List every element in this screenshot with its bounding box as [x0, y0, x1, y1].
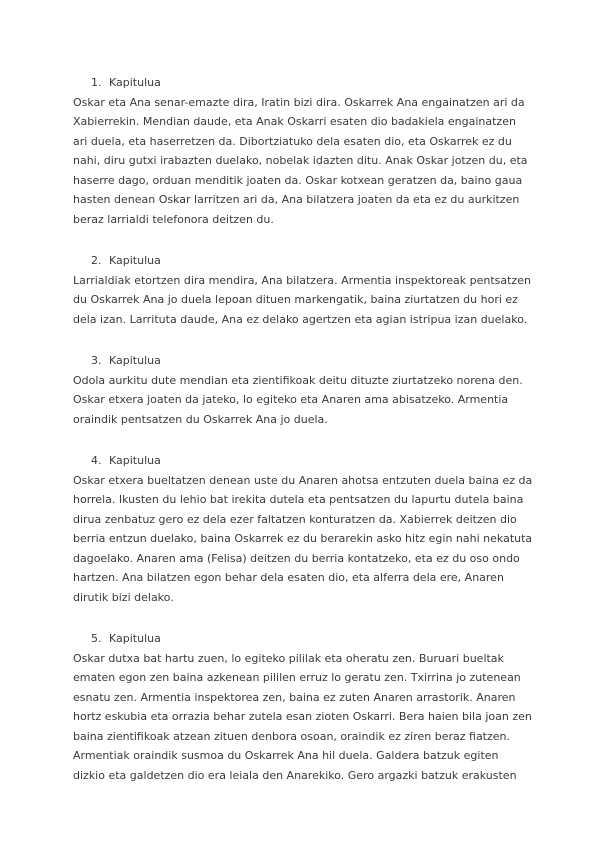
- chapter-heading: [73, 73, 533, 93]
- chapter-title: Kapitulua: [109, 254, 161, 267]
- chapter-number: 3.: [91, 354, 102, 367]
- chapter-text: Larrialdiak etortzen dira mendira, Ana bilatzera. Armentia inspektoreak pentsatzen du Oskarrek Ana jo duela lepoan dituen markengatik, baina ziurtatzen du hori ez dela izan. Larrituta daude, Ana ez delako agertzen eta agian istripua izan duelako.: [73, 273, 531, 326]
- chapter-text: Odola aurkitu dute mendian eta zientifikoak deitu dituzte ziurtatzeko norena den. Oskar etxera joaten da jateko, lo egiteko eta Anaren ama abisatzeko. Armentia oraindik pentsatzen du Oskarrek Ana jo duela.: [73, 373, 523, 426]
- chapter-heading: [73, 629, 533, 649]
- chapter-heading: [73, 251, 533, 271]
- chapter-number: 2.: [91, 254, 102, 267]
- chapter-number: 4.: [91, 454, 102, 467]
- chapter-title: Kapitulua: [109, 632, 161, 645]
- chapter-title: Kapitulua: [109, 76, 161, 89]
- chapter-3: [73, 351, 533, 429]
- chapter-5: [73, 629, 533, 785]
- chapter-text: Oskar dutxa bat hartu zuen, lo egiteko pililak eta oheratu zen. Buruari bueltak ematen egon zen baina azkenean pililen erruz lo geratu zen. Txirrina jo zutenean esnatu zen. Armentia inspektorea zen, baina ez zuten Anaren arrastorik. Anaren hortz eskubia eta orrazia behar zutela esan zioten Oskarri. Bera haien bila joan zen baina zientifikoak atzean zituen denbora osoan, oraindik ez ziren beraz fiatzen. Armentiak oraindik susmoa du Oskarrek Ana hil duela. Galdera batzuk egiten dizkio eta galdetzen dio era leiala den Anarekiko. Gero argazki batzuk erakusten: [73, 651, 532, 782]
- chapter-4: [73, 451, 533, 607]
- chapter-number: 1.: [91, 76, 102, 89]
- chapter-number: 5.: [91, 632, 102, 645]
- document-page: [73, 73, 533, 807]
- chapter-text: Oskar eta Ana senar-emazte dira, Iratin bizi dira. Oskarrek Ana engainatzen ari da Xabierrekin. Mendian daude, eta Anak Oskarri esaten dio badakiela engainatzen ari duela, eta haserretzen da. Dibortziatuko dela esaten dio, eta Oskarrek ez du nahi, diru gutxi irabazten duelako, nobelak idazten ditu. Anak Oskar jotzen du, eta haserre dago, orduan menditik joaten da. Oskar kotxean geratzen da, baino gaua hasten denean Oskar larritzen ari da, Ana bilatzera joaten da eta ez du aurkitzen beraz larrialdi telefonora deitzen du.: [73, 95, 528, 226]
- chapter-heading: [73, 351, 533, 371]
- chapter-title: Kapitulua: [109, 354, 161, 367]
- chapter-heading: [73, 451, 533, 471]
- chapter-text: Oskar etxera bueltatzen denean uste du Anaren ahotsa entzuten duela baina ez da horrela. Ikusten du lehio bat irekita dutela eta pentsatzen du lapurtu dutela baina dirua zenbatuz gero ez dela ezer faltatzen konturatzen da. Xabierrek deitzen dio berria entzun duelako, baina Oskarrek ez du berarekin asko hitz egin nahi nekatuta dagoelako. Anaren ama (Felisa) deitzen du berria kontatzeko, eta ez du oso ondo hartzen. Ana bilatzen egon behar dela esaten dio, eta alferra dela ere, Anaren dirutik bizi delako.: [73, 473, 533, 604]
- chapter-title: Kapitulua: [109, 454, 161, 467]
- chapter-2: [73, 251, 533, 329]
- chapter-1: [73, 73, 533, 229]
